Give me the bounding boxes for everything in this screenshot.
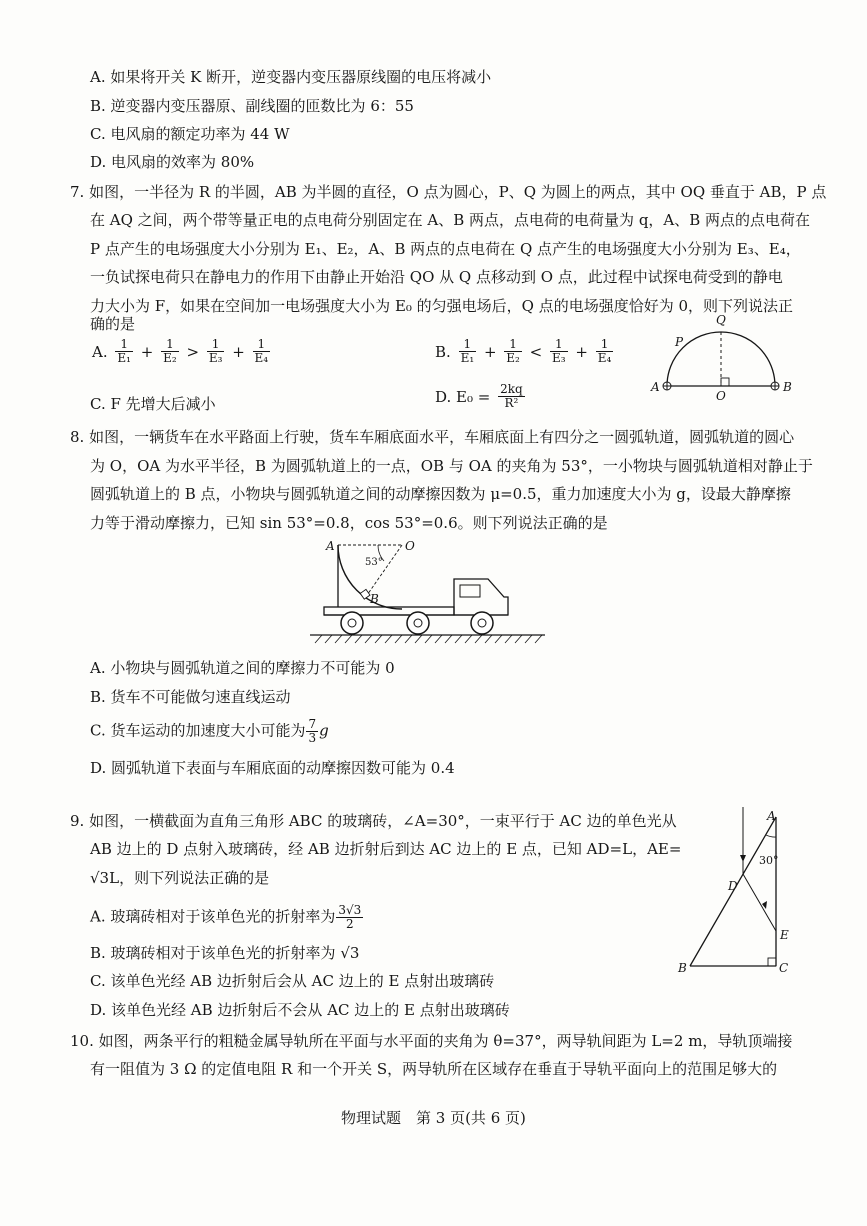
operator: >: [186, 342, 200, 361]
angle-label: 53°: [365, 557, 383, 568]
q8-stem-line: 力等于滑动摩擦力，已知 sin 53°=0.8，cos 53°=0.6。则下列说法正确的是: [90, 514, 608, 532]
q9-option-b: B. 玻璃砖相对于该单色光的折射率为 √3: [90, 944, 360, 962]
label-c: C: [779, 961, 789, 975]
fraction: $\frac{1}{\text{E₄}}$: [597, 337, 612, 366]
q7-stem-line: 一负试探电荷只在静电力的作用下由静止开始沿 QO 从 Q 点移动到 O 点，此过程中试探电荷受到的静电: [90, 268, 783, 286]
q8-stem-line: 8. 如图，一辆货车在水平路面上行驶，货车车厢底面水平，车厢底面上有四分之一圆弧轨道，圆弧轨道的圆心: [70, 428, 795, 446]
q7-stem-line: 确的是: [90, 315, 136, 333]
q6-option-b: B. 逆变器内变压器原、副线圈的匝数比为 6：55: [90, 97, 414, 115]
q7-option-a: [90, 338, 271, 365]
q8-option-c: C. 货车运动的加速度大小可能为 $\frac{7}{3}$ g: [90, 717, 329, 746]
q6-option-a: A. 如果将开关 K 断开，逆变器内变压器原线圈的电压将减小: [90, 68, 492, 86]
fraction: $\frac{1}{\text{E₂}}$: [163, 337, 177, 366]
label-p: P: [675, 335, 684, 349]
q8-option-b: B. 货车不可能做匀速直线运动: [90, 688, 291, 706]
q6-option-c: C. 电风扇的额定功率为 44 W: [90, 125, 290, 143]
fraction: $\frac{2kq}{\text{R²}}$: [500, 382, 523, 411]
q7-stem-line: 在 AQ 之间，两个带等量正电的点电荷分别固定在 A、B 两点，点电荷的电荷量为 q，A、B 两点的点电荷在: [90, 211, 811, 229]
fraction: $\frac{1}{\text{E₃}}$: [552, 337, 566, 366]
q10-stem-line: 有一阻值为 3 Ω 的定值电阻 R 和一个开关 S，两导轨所在区域存在垂直于导轨平面向上的范围足够大的: [90, 1060, 778, 1078]
q9-option-d: D. 该单色光经 AB 边折射后不会从 AC 边上的 E 点射出玻璃砖: [90, 1001, 510, 1019]
semicircle-diagram: [645, 310, 800, 405]
q9-stem-line: AB 边上的 D 点射入玻璃砖，经 AB 边折射后到达 AC 边上的 E 点，已知 AD=L，AE=: [90, 840, 682, 858]
label-a: A: [326, 539, 335, 553]
label-e: E: [780, 928, 789, 942]
label-d: D: [728, 879, 738, 893]
fraction: $\frac{1}{\text{E₁}}$: [460, 337, 475, 366]
label-b: B: [783, 380, 792, 394]
q6-option-d: D. 电风扇的效率为 80%: [90, 153, 255, 171]
label-a: A: [651, 380, 660, 394]
q7-option-c: C. F 先增大后减小: [90, 395, 216, 413]
operator: +: [575, 342, 588, 361]
fraction: $\frac{3√3}{2}$: [338, 903, 362, 932]
q7-stem-line: P 点产生的电场强度大小分别为 E₁、E₂，A、B 两点的点电荷在 Q 点产生的电场强度大小分别为 E₃、E₄，: [90, 240, 801, 258]
label-o: O: [405, 539, 415, 553]
q8-option-a: A. 小物块与圆弧轨道之间的摩擦力不可能为 0: [90, 659, 395, 677]
label-b: B: [370, 592, 379, 606]
label-b: B: [678, 961, 687, 975]
truck-diagram: [310, 535, 560, 650]
q7-option-d: D. E₀ = $\frac{2kq}{\text{R²}}$: [435, 382, 523, 411]
operator: <: [529, 342, 543, 361]
angle-label: 30°: [759, 854, 779, 867]
fraction: $\frac{1}{\text{E₁}}$: [117, 337, 131, 366]
q9-option-c: C. 该单色光经 AB 边折射后会从 AC 边上的 E 点射出玻璃砖: [90, 972, 495, 990]
fraction: $\frac{1}{\text{E₂}}$: [506, 337, 520, 366]
label-a: A: [767, 809, 776, 823]
triangle-diagram: [670, 805, 800, 980]
page-footer: 物理试题 第 3 页(共 6 页): [341, 1109, 526, 1127]
label-o: O: [716, 389, 726, 403]
q8-stem-line: 圆弧轨道上的 B 点，小物块与圆弧轨道之间的动摩擦因数为 μ=0.5，重力加速度大小为 g，设最大静摩擦: [90, 485, 791, 503]
q8-stem-line: 为 O，OA 为水平半径，B 为圆弧轨道上的一点，OB 与 OA 的夹角为 53°，一小物块与圆弧轨道相对静止于: [90, 457, 813, 475]
q8-option-d: D. 圆弧轨道下表面与车厢底面的动摩擦因数可能为 0.4: [90, 759, 455, 777]
q7-option-b: [433, 338, 614, 365]
q9-option-a: A. 玻璃砖相对于该单色光的折射率为 $\frac{3√3}{2}$: [90, 903, 362, 932]
q7-stem-line: 力大小为 F，如果在空间加一电场强度大小为 E₀ 的匀强电场后，Q 点的电场强度恰好为 0，则下列说法正: [90, 297, 794, 315]
q10-stem-line: 10. 如图，两条平行的粗糙金属导轨所在平面与水平面的夹角为 θ=37°，两导轨间距为 L=2 m，导轨顶端接: [70, 1032, 793, 1050]
operator: +: [483, 342, 497, 361]
q9-stem-line: √3L，则下列说法正确的是: [90, 869, 270, 887]
operator: +: [140, 342, 154, 361]
operator: +: [232, 342, 245, 361]
q9-stem-line: 9. 如图，一横截面为直角三角形 ABC 的玻璃砖，∠A=30°，一束平行于 AC 边的单色光从: [70, 812, 677, 830]
q7-stem-line: 7. 如图，一半径为 R 的半圆，AB 为半圆的直径，O 点为圆心，P、Q 为圆上的两点，其中 OQ 垂直于 AB，P 点: [70, 183, 827, 201]
label-q: Q: [716, 313, 726, 327]
fraction: $\frac{1}{\text{E₃}}$: [208, 337, 223, 366]
fraction: $\frac{1}{\text{E₄}}$: [254, 337, 269, 366]
q7-option-b-label: B.: [435, 342, 451, 361]
q7-option-a-label: A.: [92, 342, 108, 361]
fraction: $\frac{7}{3}$: [308, 717, 317, 746]
